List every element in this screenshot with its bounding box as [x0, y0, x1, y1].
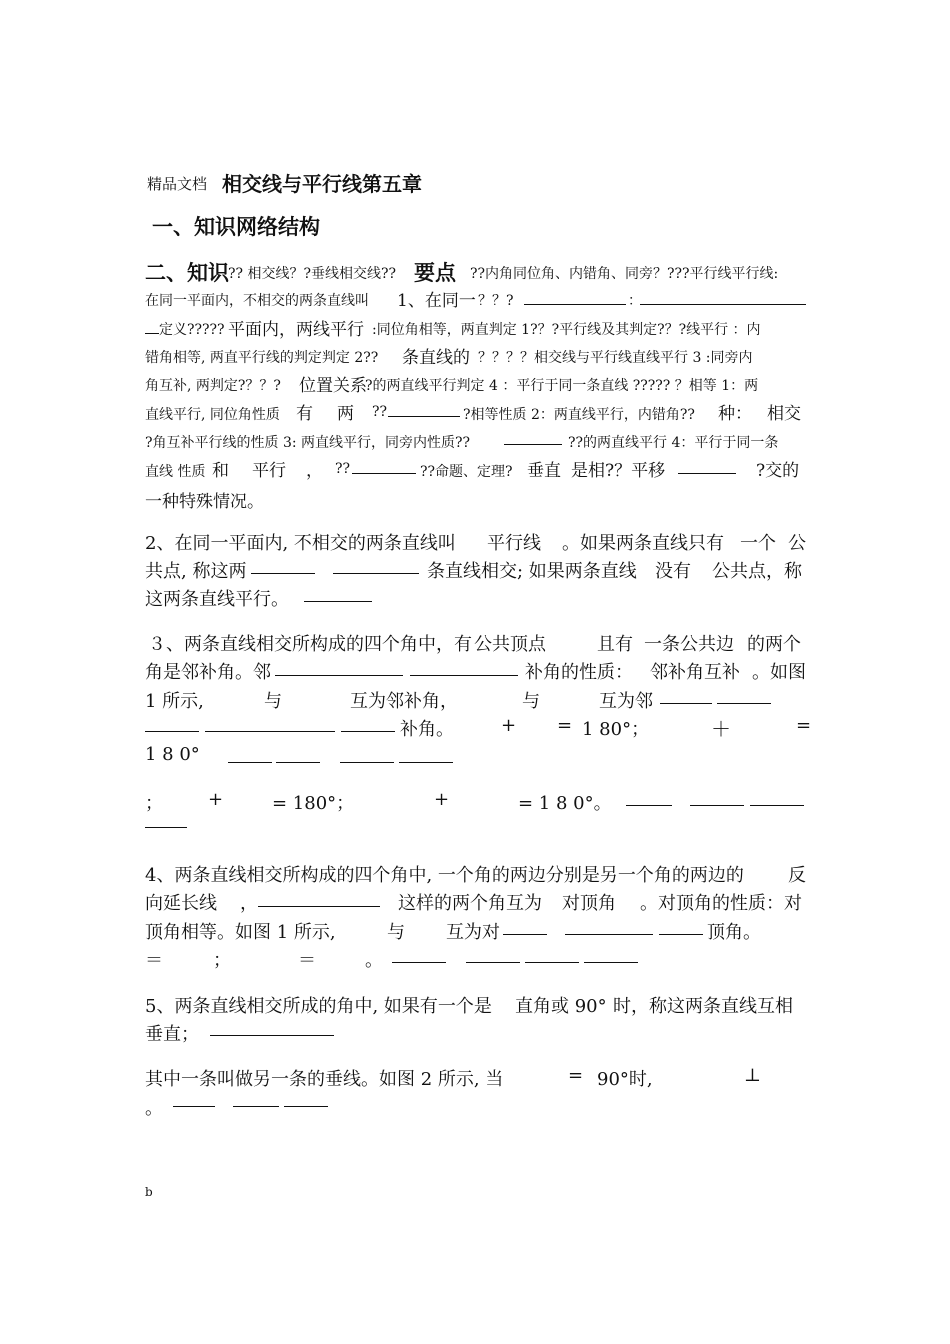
blank-line: [304, 601, 372, 602]
garbled-text: 是相?？平移: [571, 461, 666, 481]
blank-line: [388, 416, 460, 417]
section-heading-1: 一、知识网络结构: [152, 214, 320, 239]
garbled-text: ?相等性质 2：两直线平行，内错角??: [463, 407, 695, 423]
garbled-text: 定义?????: [159, 322, 225, 338]
blank-line: [565, 934, 653, 935]
garbled-text: 角互补, 两判定?？？?: [145, 378, 281, 394]
paragraph-4-answer: 反: [788, 865, 806, 886]
blank-line: [717, 703, 771, 704]
blank-line: [173, 1106, 215, 1107]
paragraph-4-text: 。: [365, 950, 383, 971]
blank-line: [233, 1106, 279, 1107]
garbled-text: 相交: [767, 404, 801, 424]
paragraph-3-text: 补角。: [400, 719, 454, 740]
blank-line: [525, 962, 579, 963]
paragraph-3-text: 1 所示,: [145, 691, 204, 712]
garbled-text: 两: [337, 404, 354, 424]
blank-line: [284, 1106, 328, 1107]
paragraph-3-text: = 180°；: [272, 793, 355, 814]
blank-line: [466, 962, 520, 963]
garbled-text: 二、知识: [145, 260, 229, 285]
paragraph-3-answer: 邻补角互补: [650, 662, 740, 683]
blank-line: [145, 731, 199, 732]
garbled-text: 平行: [252, 461, 286, 481]
blank-line: [251, 573, 315, 574]
paragraph-5-text: 垂直；: [145, 1024, 199, 1045]
garbled-text: 种：: [718, 404, 752, 424]
garbled-text: 一种特殊情况。: [145, 492, 264, 512]
garbled-text: ??内角同位角、内错角、同旁？???平行线平行线:: [470, 266, 779, 282]
garbled-text: ?角互补平行线的性质 3: 两直线平行，同旁内性质??: [145, 435, 471, 451]
garbled-text: 和: [212, 461, 229, 481]
blank-line: [275, 675, 403, 676]
blank-line: [210, 1035, 334, 1036]
blank-line: [659, 934, 703, 935]
paragraph-2-text: 共点, 称这两: [145, 561, 247, 582]
garbled-text: ，: [306, 461, 323, 481]
paragraph-5-text: 其中一条叫做另一条的垂线。如图 2 所示, 当: [145, 1069, 504, 1090]
blank-line: [750, 805, 804, 806]
garbled-text: ??的两直线平行 4：平行于同一条: [568, 435, 779, 451]
blank-line: [352, 473, 416, 474]
paragraph-3-text: = 1 8 0°。: [518, 793, 612, 814]
paragraph-2-text: 条直线相交; 如果两条直线: [427, 561, 637, 582]
paragraph-3-text: =: [557, 715, 573, 736]
paragraph-3-text: ３、两条直线相交所构成的四个角中，有: [148, 634, 472, 655]
blank-line: [503, 934, 547, 935]
garbled-text: 在同一平面内，不相交的两条直线叫: [145, 293, 369, 309]
paragraph-3-text: +: [208, 789, 224, 810]
paragraph-3-answer: 公共顶点: [474, 634, 546, 655]
blank-line: [504, 444, 562, 445]
garbled-text: ？？？？相交线与平行线直线平行 3 :同旁内: [478, 350, 753, 366]
garbled-text: ：: [628, 293, 642, 309]
paragraph-4-text: 这样的两个角互为: [398, 893, 542, 914]
garbled-text: 位置关系: [299, 376, 367, 396]
paragraph-3-text: 1 8 0°: [145, 744, 200, 765]
blank-line: [258, 906, 380, 907]
paragraph-5-text: ⊥: [744, 1065, 761, 1086]
paragraph-3-text: ；: [145, 793, 163, 814]
paragraph-3-text: 且有: [597, 634, 633, 655]
paragraph-4-answer: 向延长线: [145, 893, 217, 914]
paragraph-3-text: +: [434, 789, 450, 810]
paragraph-2-answer: 平行线: [487, 533, 541, 554]
paragraph-3-text: 与: [522, 691, 540, 712]
paragraph-3-text: 角是邻补角。邻: [145, 662, 271, 683]
paragraph-4-text: 与: [387, 922, 405, 943]
paragraph-4-text: ＝: [298, 950, 316, 971]
blank-line: [145, 333, 159, 334]
paragraph-3-text: 1 80°；: [582, 719, 650, 740]
paragraph-3-answer: 一条公共边: [644, 634, 734, 655]
paragraph-4-text: 4、两条直线相交所构成的四个角中, 一个角的两边分别是另一个角的两边的: [145, 865, 744, 886]
blank-line: [145, 827, 187, 828]
garbled-text: 垂直: [527, 461, 561, 481]
paragraph-2-text: 公共点，称: [712, 561, 802, 582]
paragraph-4-text: ，: [240, 893, 258, 914]
garbled-text: ?? 相交线？?垂线相交线??: [228, 266, 396, 282]
watermark-label: 精品文档: [147, 175, 208, 193]
garbled-text: ？？?: [478, 293, 514, 309]
paragraph-3-text: 互为邻: [599, 691, 653, 712]
paragraph-5-text: 时，称这两条直线互相: [613, 996, 793, 1017]
garbled-text: 错角相等, 两直平行线的判定判定 2??: [145, 350, 379, 366]
blank-line: [276, 762, 320, 763]
paragraph-3-text: +: [501, 715, 517, 736]
paragraph-5-text: 90°时,: [597, 1069, 653, 1090]
garbled-text: 直线 性质: [145, 464, 206, 480]
paragraph-3-text: 与: [264, 691, 282, 712]
paragraph-2-text: 。如果两条直线只有: [562, 533, 724, 554]
garbled-text: 条直线的: [402, 348, 470, 368]
paragraph-4-text: 互为对: [446, 922, 500, 943]
garbled-text: 要点: [414, 260, 456, 285]
blank-line: [228, 762, 272, 763]
paragraph-2-text: 2、在同一平面内, 不相交的两条直线叫: [145, 533, 456, 554]
blank-line: [399, 762, 453, 763]
blank-line: [584, 962, 638, 963]
paragraph-4-text: 。对顶角的性质：对: [640, 893, 802, 914]
paragraph-3-text: 。如图: [752, 662, 806, 683]
paragraph-4-text: ＝: [145, 950, 163, 971]
blank-line: [640, 304, 806, 305]
garbled-text: ?交的: [756, 461, 800, 481]
blank-line: [626, 805, 672, 806]
garbled-text: ??命题、定理?: [420, 464, 513, 480]
garbled-text: 1、在同一: [397, 291, 476, 311]
garbled-text: ??: [335, 461, 351, 477]
paragraph-3-text: 互为邻补角，: [350, 691, 458, 712]
blank-line: [660, 703, 712, 704]
paragraph-2-text: 公: [788, 533, 806, 554]
document-title: 相交线与平行线第五章: [222, 172, 422, 196]
paragraph-2-answer: 一个: [740, 533, 776, 554]
blank-line: [690, 805, 744, 806]
paragraph-2-answer: 没有: [655, 561, 691, 582]
blank-line: [340, 762, 394, 763]
garbled-text: 平面内，两线平行: [228, 320, 364, 340]
page-footer: b: [145, 1185, 153, 1199]
garbled-text: ?的两直线平行判定 4 ：平行于同一条直线 ????? ？相等 1：两: [365, 378, 759, 394]
blank-line: [205, 731, 335, 732]
paragraph-3-text: =: [796, 715, 812, 736]
blank-line: [678, 473, 736, 474]
paragraph-3-text: 的两个: [747, 634, 801, 655]
paragraph-4-text: 顶角。: [707, 922, 761, 943]
blank-line: [341, 731, 395, 732]
paragraph-2-text: 这两条直线平行。: [145, 589, 289, 610]
paragraph-3-text: 补角的性质：: [525, 662, 633, 683]
paragraph-5-text: =: [568, 1065, 584, 1086]
blank-line: [410, 675, 518, 676]
paragraph-4-text: ；: [213, 950, 231, 971]
paragraph-4-text: 顶角相等。如图 1 所示,: [145, 922, 336, 943]
garbled-text: 有: [296, 404, 313, 424]
blank-line: [392, 962, 446, 963]
paragraph-5-text: 5、两条直线相交所成的角中, 如果有一个是: [145, 996, 492, 1017]
garbled-text: 直线平行, 同位角性质: [145, 407, 280, 423]
garbled-text: :同位角相等，两直判定 1?？?平行线及其判定?？?线平行 ：内: [372, 322, 761, 338]
blank-line: [524, 304, 626, 305]
paragraph-5-text: 。: [145, 1098, 163, 1119]
garbled-text: ??: [372, 404, 388, 420]
paragraph-5-answer: 直角或 90°: [515, 996, 607, 1017]
blank-line: [333, 573, 419, 574]
paragraph-4-answer: 对顶角: [562, 893, 616, 914]
paragraph-3-text: ＋: [711, 717, 731, 741]
